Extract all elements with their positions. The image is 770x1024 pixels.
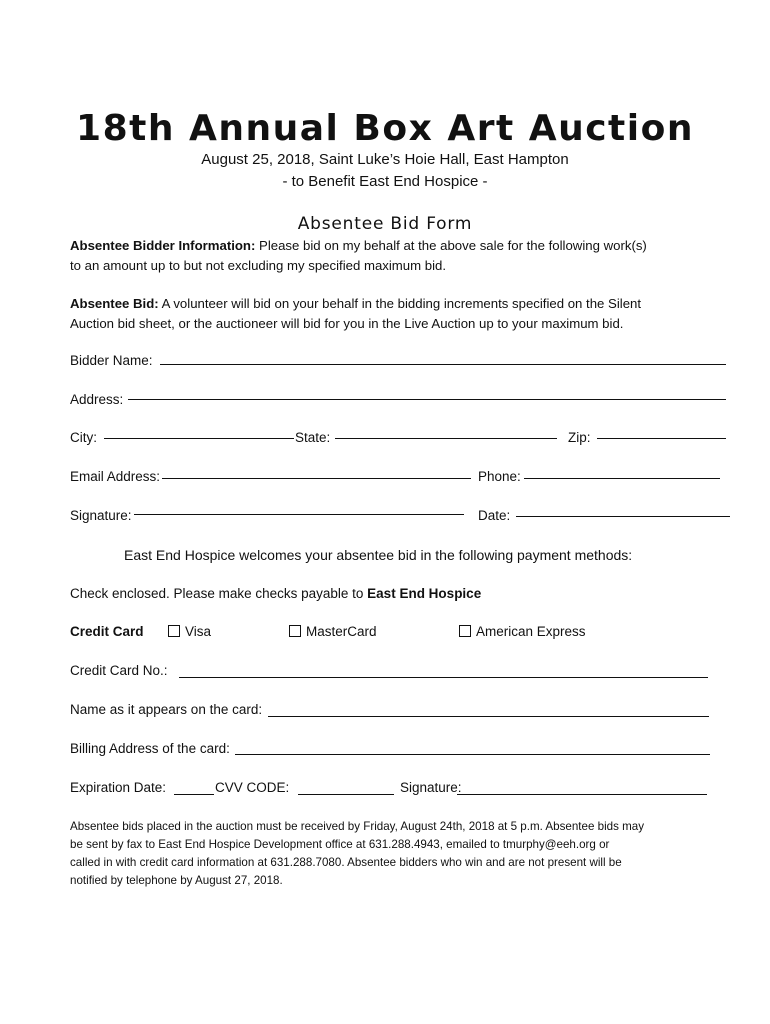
absentee-bid-text-2: Auction bid sheet, or the auctioneer will bid for you in the Live Auction up to your maximum bid. bbox=[70, 316, 624, 331]
event-line: August 25, 2018, Saint Luke’s Hoie Hall, East Hampton bbox=[201, 151, 569, 168]
city-label: City: bbox=[70, 430, 97, 445]
check-line bbox=[70, 586, 481, 601]
date-label: Date: bbox=[478, 508, 511, 523]
visa-option[interactable] bbox=[168, 624, 211, 639]
billing-address-label: Billing Address of the card: bbox=[70, 741, 230, 756]
signature-label: Signature: bbox=[70, 508, 132, 523]
card-number-field[interactable] bbox=[179, 677, 708, 678]
email-field[interactable] bbox=[162, 478, 471, 479]
bidder-info-label: Absentee Bidder Information: bbox=[70, 238, 256, 253]
bidder-info-text-2: to an amount up to but not excluding my specified maximum bid. bbox=[70, 258, 447, 273]
zip-label: Zip: bbox=[568, 430, 591, 445]
city-field[interactable] bbox=[104, 438, 294, 439]
check-payee: East End Hospice bbox=[367, 586, 482, 601]
footer-note-line3: called in with credit card information at 631.288.7080. Absentee bidders who win and are not present will be bbox=[70, 856, 622, 869]
check-text: Check enclosed. Please make checks payable to bbox=[70, 586, 368, 601]
footer-note-line2: be sent by fax to East End Hospice Development office at 631.288.4943, emailed to tmurphy@eeh.org or bbox=[70, 838, 610, 851]
mastercard-checkbox[interactable] bbox=[289, 625, 301, 637]
bidder-info-text-1: Please bid on my behalf at the above sale for the following work(s) bbox=[255, 238, 647, 253]
card-signature-label: Signature: bbox=[400, 780, 462, 795]
address-field[interactable] bbox=[128, 399, 726, 400]
payment-intro: East End Hospice welcomes your absentee bid in the following payment methods: bbox=[124, 547, 633, 563]
cvv-label: CVV CODE: bbox=[215, 780, 290, 795]
amex-checkbox[interactable] bbox=[459, 625, 471, 637]
zip-field[interactable] bbox=[597, 438, 726, 439]
visa-label: Visa bbox=[185, 624, 212, 639]
form-title: Absentee Bid Form bbox=[297, 214, 473, 234]
expiration-label: Expiration Date: bbox=[70, 780, 167, 795]
amex-option[interactable] bbox=[459, 624, 586, 639]
absentee-bid-line1 bbox=[70, 294, 641, 314]
footer-note-line1: Absentee bids placed in the auction must be received by Friday, August 24th, 2018 at 5 p.m. Absentee bids may bbox=[70, 820, 645, 833]
card-number-label: Credit Card No.: bbox=[70, 663, 168, 678]
mastercard-label: MasterCard bbox=[306, 624, 377, 639]
mastercard-option[interactable] bbox=[289, 624, 377, 639]
absentee-bid-label: Absentee Bid: bbox=[70, 296, 159, 311]
phone-label: Phone: bbox=[478, 469, 521, 484]
page-title: 18th Annual Box Art Auction bbox=[76, 108, 694, 149]
amex-label: American Express bbox=[476, 624, 586, 639]
footer-note-line4: notified by telephone by August 27, 2018. bbox=[70, 874, 283, 887]
address-label: Address: bbox=[70, 392, 124, 407]
name-on-card-label: Name as it appears on the card: bbox=[70, 702, 263, 717]
bidder-info-line1 bbox=[70, 236, 647, 256]
date-field[interactable] bbox=[516, 516, 730, 517]
name-on-card-field[interactable] bbox=[268, 716, 709, 717]
absentee-bid-text-1: A volunteer will bid on your behalf in the bidding increments specified on the Silent bbox=[158, 296, 642, 311]
state-label: State: bbox=[295, 430, 331, 445]
bidder-name-label: Bidder Name: bbox=[70, 353, 153, 368]
phone-field[interactable] bbox=[524, 478, 720, 479]
benefit-line: - to Benefit East End Hospice - bbox=[282, 173, 488, 190]
email-label: Email Address: bbox=[70, 469, 161, 484]
state-field[interactable] bbox=[335, 438, 557, 439]
signature-field[interactable] bbox=[134, 514, 464, 515]
cvv-field[interactable] bbox=[298, 794, 394, 795]
card-signature-field[interactable] bbox=[457, 794, 707, 795]
bidder-name-field[interactable] bbox=[160, 364, 726, 365]
visa-checkbox[interactable] bbox=[168, 625, 180, 637]
credit-card-label: Credit Card bbox=[70, 624, 144, 639]
expiration-field[interactable] bbox=[174, 794, 214, 795]
billing-address-field[interactable] bbox=[235, 754, 710, 755]
